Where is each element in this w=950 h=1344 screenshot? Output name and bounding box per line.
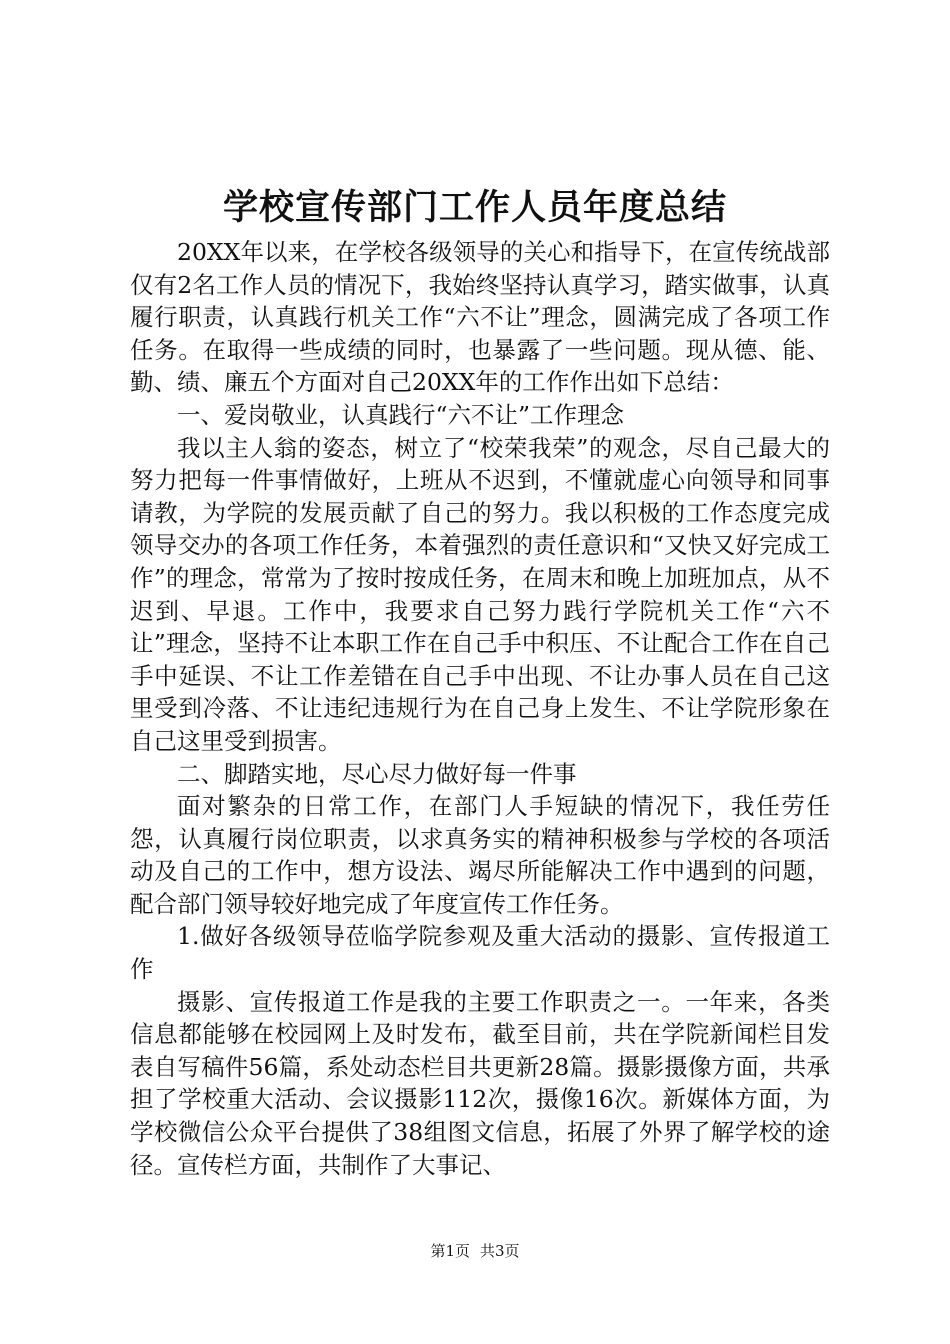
subsection-heading-1: 1.做好各级领导莅临学院参观及重大活动的摄影、宣传报道工作 [130, 922, 830, 984]
paragraph-section-2: 面对繁杂的日常工作，在部门人手短缺的情况下，我任劳任怨，认真履行岗位职责，以求真务实的精神积极参与学校的各项活动及自己的工作中，想方设法、竭尽所能解决工作中遇到的问题，配合部门领导较好地完成了年度宣传工作任务。 [130, 792, 830, 918]
document-title: 学校宣传部门工作人员年度总结 [222, 187, 727, 228]
page-number: 第1页 [430, 1242, 470, 1260]
section-heading-2: 二、脚踏实地，尽心尽力做好每一件事 [177, 759, 577, 788]
page-total: 共3页 [480, 1242, 520, 1260]
page-footer [0, 1240, 950, 1262]
paragraph-section-1: 我以主人翁的姿态，树立了“校荣我荣”的观念，尽自己最大的努力把每一件事情做好，上班从不迟到，不懂就虚心向领导和同事请教，为学院的发展贡献了自己的努力。我以积极的工作态度完成领导交办的各项工作任务，本着强烈的责任意识和“又快又好完成工作”的理念，常常为了按时按成任务，在周末和晚上加班加点，从不迟到、早退。工作中，我要求自己努力践行学院机关工作“六不让”理念，坚持不让本职工作在自己手中积压、不让配合工作在自己手中延误、不让工作差错在自己手中出现、不让办事人员在自己这里受到冷落、不让违纪违规行为在自己身上发生、不让学院形象在自己这里受到损害。 [130, 433, 830, 755]
paragraph-subsection-1: 摄影、宣传报道工作是我的主要工作职责之一。一年来，各类信息都能够在校园网上及时发布，截至目前，共在学院新闻栏目发表自写稿件56篇，系处动态栏目共更新28篇。摄影摄像方面，共承担了学校重大活动、会议摄影112次，摄像16次。新媒体方面，为学校微信公众平台提供了38组图文信息，拓展了外界了解学校的途径。宣传栏方面，共制作了大事记、 [130, 987, 830, 1179]
paragraph-intro: 20XX年以来，在学校各级领导的关心和指导下，在宣传统战部仅有2名工作人员的情况下，我始终坚持认真学习，踏实做事，认真履行职责，认真践行机关工作“六不让”理念，圆满完成了各项工作任务。在取得一些成绩的同时，也暴露了一些问题。现从德、能、勤、绩、廉五个方面对自己20XX年的工作作出如下总结： [130, 238, 830, 397]
section-heading-1: 一、爱岗敬业，认真践行“六不让”工作理念 [177, 400, 625, 429]
document-body [130, 236, 830, 1181]
